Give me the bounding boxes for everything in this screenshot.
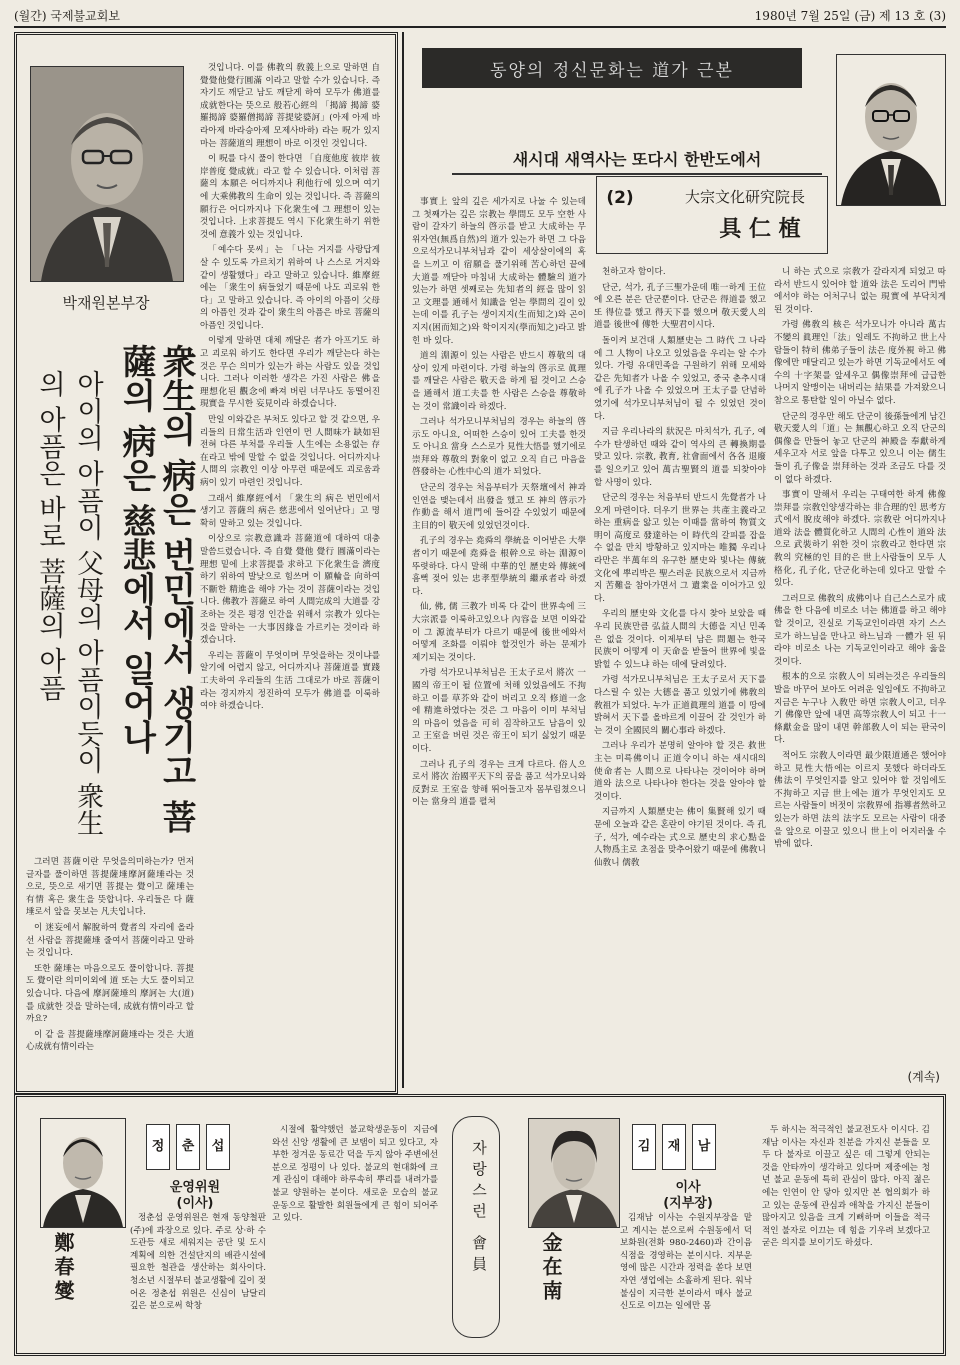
member-role-kim: 이사 <box>675 1180 701 1195</box>
left-headline-sub: 아이의 아픔이 父母의 아픔이듯이 衆生의 아픔은 바로 菩薩의 아픔 <box>34 370 103 837</box>
name-box-1: 정 <box>146 1124 170 1170</box>
right-article-column-2 <box>594 266 766 1084</box>
paragraph: 그러나 孔子의 경우는 크게 다르다. 俗人으로서 將次 治國平天下의 꿈을 품고 석가모니와 反對로 王室을 향해 뛰어들고자 몸부림쳤으니 이는 當身의 道를 펼쳐 <box>412 759 586 808</box>
member-hanja-name-kim: 金在南 <box>539 1232 563 1304</box>
paragraph: 「예수다 못씨」는 「나는 거지를 사랑답게 살 수 있도록 가르치기 위하여 나 스스로 거지와 같이 생활했다」라고 말하고 있습니다. 維摩經에는 「衆生이 病들었기 때문에 나도 괴로워 한다」고 말하고 있습니다. 즉 아이의 아픔이 父母의 아픔인 것과 같이 衆生의 아픔은 바로 菩薩의 아픔인 것입니다. <box>200 245 380 331</box>
paragraph: 그러므로 佛敎의 成佛이나 自己스스로가 成佛을 한 다음에 비로소 너는 佛道를 하고 해야 할 것이고, 진실로 기독교인이라면 자기 스스로가 하느님을 만나고 하느님과 一體가 된 뒤라야 비로소 나는 기독교인이라고 해야 옳을 것이다. <box>774 593 946 667</box>
paragraph: 그러나 석가모니부처님의 경우는 하늘의 啓示도 아니요, 어떠한 스승이 있어 工夫를 한것도 아니요 當身 스스로가 見性大悟를 했기에로 崇拜와 尊敬의 對象이 없고 오직 自己 마음을 啓發하는 心性中心의 道가 되었다. <box>412 417 586 478</box>
portrait-caption-park: 박재원본부장 <box>62 294 150 312</box>
name-box-2: 재 <box>662 1124 686 1170</box>
name-box-3: 남 <box>692 1124 716 1170</box>
paragraph: 김재남 이사는 수원지부장을 맡고 계시는 분으로써 수원동에서 덕보화원(전화 980-2460)과 간이음식점을 경영하는 분이시다. 지부운영에 많은 시간과 정력을 쏟다 보면 자연 생업에는 소홀하게 된다. 워낙 불심이 지극한 분이라서 매사 불교신도로 이끄는 일에만 몸 <box>620 1213 752 1312</box>
paragraph: 事實上 앞의 깊은 세가지로 나눌 수 있는데 그 첫째가는 깊은 宗教는 學問도 모두 空한 사람이 갈자기 하늘의 啓示를 받고 大成하는 무위자연(無爲自然)의 道가 있는가 하면 그 다음으로석가모니부처님과 같이 세상살이에의 혹을 느끼고 이 宿願을 풀기위해 苦心하던 끝에 大道를 깨닫아 마침내 大成하는 體驗의 道가 있는가 하면 셋째로는 先知者의 經을 많이 읽고 文理를 通해서 知識을 얻는 學問의 길이 있는데 이를 孔子는 생이지지(生而知之)와 곤이지지(困而知之)와 학이지지(學而知之)라고 밝힌 바 있다. <box>412 197 586 346</box>
paragraph: 이 呪를 다시 풀이 한다면 「自度他度 彼岸 彼岸普度 覺成就」라고 할 수 있습니다. 이처럼 菩薩의 本願은 어디까지나 利他行에 있으며 여기에 大乘佛教의 生命이 있는 것입니다. 즉 菩薩의 願行은 어디까지나 下化衆生에 그 理想이 있는 것입니다. 上求菩提도 역시 下化衆生하기 위한 것에 意義가 있는 것입니다. <box>200 154 380 240</box>
right-article-banner: 동양의 정신문화는 道가 근본 <box>422 48 802 88</box>
paragraph: 또한 薩埵는 마음으로도 풀이합니다. 菩提도 覺이란 의미이외에 道 또는 大도 풀이되고 있습니다. 다음에 摩訶薩埵의 摩訶는 大(道)를 成就한 것을 말하는데, 成就有情이라고 할까요? <box>26 963 194 1025</box>
member-text-kim-a <box>620 1212 752 1338</box>
member-role-sub-jung: (이사) <box>176 1196 214 1211</box>
portrait-koo-icon <box>837 55 945 205</box>
paragraph: 그러면 菩薩이란 무엇을의미하는가? 먼저 글자를 풀이하면 菩提薩埵摩訶薩埵라는 것으로, 뜻으로 새기면 菩提는 覺이고 薩埵는 有情 혹은 衆生을 뜻합니다. 우리들은 다 薩埵로서 앞을 못보는 凡夫입니다. <box>26 857 194 918</box>
member-jung-icon <box>41 1119 125 1227</box>
paragraph: 지금까지 人類歷史는 佛이 集賢해 있기 때문에 오늘과 같은 혼란이 야기된 것이다. 즉 孔子, 석가, 예수라는 式으로 歷史의 求心點을 人物爲主로 초점을 맞추어왔기 때문에 佛敎니 仙敎니 儒敎 <box>594 807 766 868</box>
paragraph: 이 같 을 菩提薩埵摩訶薩埵라는 것은 大道心成就有情이라는 <box>26 1029 194 1053</box>
author-name: 具 仁 植 <box>719 216 801 242</box>
paragraph: 단군의 경우는 처음부터 반드시 先覺者가 나오게 마련이다. 더우기 世界는 共產主義라고 하는 重病을 앓고 있는 이때를 當하여 物質文明이 高度로 發達하는 이 時代의 갈피를 잡을 수 없을 만치 방황하고 있지마는 唯獨 우리나라만은 半萬年의 유구한 歷史와 빛나는 傳統文化에 뿌리박은 聖스러운 民族으로서 지금까지 苦難을 참아가면서 그 遺業을 이어가고 있다. <box>594 493 766 604</box>
right-article-column-3 <box>774 266 946 1066</box>
right-article-subhead: 새시대 새역사는 또다시 한반도에서 <box>452 147 822 175</box>
publication-name: (월간) 국제불교회보 <box>14 8 120 23</box>
paragraph: 根本的으로 宗敎人이 되려는것은 우리들의 발을 바꾸어 보아도 어려운 일임에도 不拘하고 지금은 누구나 入敎만 하면 宗敎人이고, 더우기 佛像만 앞에 내면 高等宗敎人이 되고 十一條獻金을 많이 내면 幹部敎人이 되는 판국이다. <box>774 672 946 746</box>
paragraph: 가령 석가모니부처님은 王太子로서 天下를 다스릴 수 있는 大德을 품고 있었기에 佛敎의 敎祖가 되었다. 누가 正道眞理의 道를 이 땅에 밝혀서 天下를 올바르게 이끌어 갈 것인가 하는 것이 全國民의 關心事라 하겠다. <box>594 675 766 736</box>
member-role-sub-kim: (지부장) <box>663 1196 713 1211</box>
paragraph: 단군의 경우는 처음부터가 天祭壇에서 神과 인연을 맺는데서 出發을 했고 또 神의 啓示가 作動을 해서 道門에 들어갈 수있었기 때문에 主目的이 敬天에 있었던것이다. <box>412 483 586 531</box>
paragraph: 이렇게 말하면 대체 깨달은 者가 아프기도 하고 괴로워 하기도 한다면 우리가 깨닫는다 하는 것은 무슨 의미가 있는가 하는 사람도 있을 것입니다. 그러나 이러한 생각은 가진 사람은 佛을 理想化된 觀念에 빠져 버린 너무나도 동떨어진 現實을 무시한 妄見이라 하겠습니다. <box>200 336 380 410</box>
left-article-column-b <box>26 856 194 1084</box>
author-title: 大宗文化研究院長 <box>684 188 805 206</box>
member-text-jung-b <box>272 1124 438 1338</box>
paragraph: 우리는 菩薩이 무엇이며 무엇을하는 것이냐를 알기에 어렵지 않고, 어디까지나 菩薩道를 實踐工夫하여 우리들의 生活 그대로가 바로 菩薩이라는 경지까지 정진하여 모두가 佛道를 이룩하여야 하겠습니다. <box>200 650 380 712</box>
member-text-jung-a <box>130 1212 266 1338</box>
name-box-3: 섭 <box>206 1124 230 1170</box>
issue-date: 1980년 7월 25일 (금) 제 13 호 (3) <box>754 8 946 23</box>
paragraph: 시절에 활약했던 불교학생운동이 지금에 와선 신앙 생활에 큰 보탬이 되고 있다고, 자부한 정겨운 동료간 덕을 두지 않아 주변에선 분으로 정평이 나 있다. 불교의 현대화에 크게 관심이 대해야 하루속히 뿌리를 내려가를 불교 양원하는 분이다. 새로운 모습의 불교 운동으로 활발한 회원들에게 큰 힘이 되어주고 있다. <box>272 1125 438 1224</box>
paragraph: 천하고자 함이다. <box>602 267 666 277</box>
member-kim-icon <box>529 1119 619 1227</box>
member-photo-kim <box>528 1118 620 1228</box>
paragraph: 적어도 宗敎人이라면 最少限道通은 했어야 하고 見性大悟에는 이르지 못했다 하더라도 佛法이 무엇인지를 알고 있어야 할 것임에도 不拘하고 지금 世上에는 道가 무엇인지도 모르는 사람들이 버젓이 宗敎界에 指導者然하고 있는가 하면 法의 法字도 모르는 사람이 대중을 앞으로 이끌고 있으니 世上이 어지러울 수 밖에 없다. <box>774 750 946 850</box>
paragraph: 道의 淵源이 있는 사람은 반드시 尊敬의 대상이 있게 마련이다. 가령 하늘의 啓示로 眞理를 깨달은 사람은 敬天을 하게 될 것이고 스승을 通해서 道工夫를 한 사람은 스승을 尊敬하는 것이 常識이라 하겠다. <box>412 351 586 412</box>
portrait-photo-park <box>30 66 184 282</box>
paragraph: 두 하시는 적극적인 불교전도사 이시다. 김재남 이사는 자신과 친분을 가지신 분들을 모두 다 불자로 이끌고 싶은 데 그렇게 안되는 것을 안타까이 생각하고 있다며 제중에는 청년 불교 운동에 특히 관심이 많다. 아직 젊은에는 인연이 안 닿아 있지만 본 협의회가 하고 있는 운동에 관심과 애착을 가지신 분들이 많아지고 있음을 크게 기뻐하며 이들을 적극적인 불자로 이끄는 데 힘을 기우려 보겠다고 굳은 의지를 보이기도 하셨다. <box>762 1125 930 1249</box>
paragraph: 가령 석가모니부처님은 王太子로서 將次 一國의 帝王이 될 位置에 처해 있었음에도 不拘하고 이를 草芥와 같이 버리고 오직 修道一念에 精進하였다는 것은 그 마음이 이미 부처님의 마음이 였음을 可히 짐작하고도 남음이 있고 王室을 버린 것은 帝王이 되기 싫었기 때문이다. <box>412 668 586 754</box>
paragraph: 지금 우리나라의 狀況은 마치석가, 孔子, 예수가 탄생하던 때와 같이 역사의 큰 轉換期를 맞고 있다. 宗教, 教育, 社會面에서 各各 退廢를 일으키고 있어 萬古聖賢의 道를 되찾아야할 사명이 있다. <box>594 427 766 488</box>
member-hanja-name-jung: 鄭春燮 <box>51 1232 75 1304</box>
page-header <box>14 4 946 28</box>
paragraph: 仙, 佛, 儒 三教가 비록 다 같이 世界속에 三大宗派를 이룩하고있으나 內容을 보면 이와같이 그 源流부터가 다르기 때문에 後世에와서 어떻게 조화를 이뤄야 할것인가 하는 문제가 제기되는 것이다. <box>412 602 586 663</box>
paragraph: 그러나 우리가 분명히 알아야 할 것은 救世主는 미륵佛이니 正道令이니 하는 새시대의 使命者는 人間으로 나타나는 것이어야 하며 道와 法으로 나타나야 한다는 것을 알아야 할 것이다. <box>594 741 766 802</box>
paragraph: 우리의 歷史와 文化를 다시 찾아 보았을 때 우리 民族만큼 弘益人間의 大德을 지닌 민족은 없을 것이다. 이제부터 남은 問題는 한국 民族이 어떻게 이 天命을 받들어 世界에 빛을 밝힐 수 있느냐 하는 데에 달려있다. <box>594 609 766 670</box>
paragraph: 이 迷妄에서 解脫하여 覺者의 자리에 올라 선 사람을 菩提薩埵 줄여서 菩薩이라고 말하는 것입니다. <box>26 922 194 959</box>
paragraph: 만일 이와같은 부처도 있다고 할 것 같으면, 우리들의 日常生活과 인연이 먼 人間味가 缺如된 전혀 다른 부처를 우리들 人生에는 소용없는 存在라고 밖에 말할 수 없을 것입니다. 어디까지나 人間의 宗教인 이상 아무런 때문에도 괴로움과 病이 있기 마련인 것입니다. <box>200 415 380 488</box>
member-text-kim-b <box>762 1124 930 1338</box>
left-article-column-a <box>200 62 380 1084</box>
paragraph: 事實이 말해서 우리는 구태여한 하게 佛像崇拜를 宗敎인양생각하는 非合理的인 思考方式에서 脫皮해야 하겠다. 宗敎란 어디까지나 道와 法을 體質化하고 人間의 心性이 道와 法으로 武裝하기 위한 것이 宗敎라고 한다면 宗敎의 究極的인 目的은 世上사람들이 모두 人格化, 孔子化, 단군化하는데 있다고 말할 수 있다. <box>774 490 946 589</box>
continued-mark: (계속) <box>907 1070 940 1084</box>
paragraph: 돌이켜 보건대 人類歷史는 그 時代 그 나라에 그 人物이 나오고 있었음을 우리는 알 수가 있다. 가령 유대민족을 구원하기 위해 모세와 같은 先知者가 나올 수 있었고, 중국 춘추시대에 孔子가 나올 수 있었으며 王太子를 단념하였기에 석가모니부처님이 될 수 있었던 것이다. <box>594 335 766 422</box>
paragraph: 단군의 경우만 해도 단군이 後孫들에게 남긴 敬天愛人의「道」는 無觀心하고 오직 단군의 偶像을 만들어 놓고 단군의 神殿을 奉獻하게 세우고자 서로 앞을 다투고 있으니 이는 儒生들이 孔子像을 崇拜하는 것과 조금도 다를 것이 없다 하겠다. <box>774 411 946 485</box>
paragraph: 정춘섭 운영위원은 현재 동양철판(주)에 과장으로 있다. 주로 상·하 수도관등 새로 세워지는 공단 및 도시계획에 의한 건설단지의 배관시설에 필요한 철관을 생산하는 회사이다. 청소년 시절부터 불교생활에 깊이 젖어온 정춘섭 위원은 신심이 남달리 깊은 분으로써 학창 <box>130 1213 266 1312</box>
paragraph: 이상으로 宗教意識과 菩薩道에 대하여 대충 말씀드렸습니다. 즉 自覺 覺他 覺行 圓滿이라는 理想 밑에 上求菩提를 求하고 下化衆生을 濟度하기 위하여 발낮으로 힘쓰며 이 願輪을 向하여 不斷한 精進을 해야 가는 것이 菩薩이라는 것입니다. 佛教가 菩薩로 하여 人間完成의 大道를 강조하는 것은 평경 인간을 위해서 宗教가 있다는 것을 말하는 一大事因緣을 가르키는 것이라 하겠습니다. <box>200 534 380 646</box>
series-number: (2) <box>606 188 634 208</box>
member-role-jung: 운영위원 <box>169 1180 221 1195</box>
left-headline-main: 衆生의 病은 번민에서 생기고 菩薩의 病은 慈悲에서 일어나 <box>116 344 196 834</box>
paragraph: 니 하는 式으로 宗敎가 갈라지게 되었고 따라서 반드시 있어야 할 道와 法은 도리어 門밖에서야 하는 어처구니 없는 現實에 부닥치게 된 것이다. <box>774 267 946 315</box>
column-divider <box>402 32 404 1088</box>
paragraph: 가령 佛敎의 核은 석가모니가 아니라 萬古不變의 眞理인「法」일레도 不拘하고 世上사람들이 特히 佛弟子들이 法은 度外視 하고 佛像에만 매달리고 있는가 하면 기독교에서도 예수의 十字架를 앞세우고 偶像崇拜에 급급한 나머지 알맹이는 내버리는 結果를 가져왔으니 참으로 통탄할 일이 아닐수 없다. <box>774 320 946 406</box>
paragraph: 孔子의 경우는 堯舜의 學統을 이어받은 大學者이기 때문에 堯舜을 根幹으로 하는 淵源이 뚜렷하다. 다시 말해 中華的인 歷史와 傳統에 흠뻑 젖어 있는 忠孝型學統의 繼承者라 하겠다. <box>412 536 586 597</box>
paragraph: 단군, 석가, 孔子三聖가운데 唯一하게 王位에 오른 분은 단군뿐이다. 단군은 得道를 했고 또 得位를 했고 得天下를 했으며 敬天愛人의 道를 後世에 傳한 大聖君이시다. <box>594 282 766 331</box>
membership-label: 자랑스런 會員 <box>470 1140 488 1277</box>
paragraph: 것입니다. 이를 佛教의 敎義上으로 말하면 自覺覺他覺行圓滿 이라고 말할 수가 있습니다. 즉 자기도 깨닫고 남도 깨닫게 하여 모두가 佛道를 成就한다는 뜻으로 般若心經의 「揭諦 揭諦 婆羅揭諦 婆羅僧揭諦 菩提娑婆訶」(아제 아제 바라아제 바라승아제 모제사바하) 라는 呪가 있지마는 菩薩道의 理想이 바로 이것인 것입니다. <box>200 63 380 149</box>
right-article-column-1 <box>412 196 586 1084</box>
member-photo-jung <box>40 1118 126 1228</box>
portrait-park-icon <box>31 67 183 281</box>
name-box-2: 춘 <box>176 1124 200 1170</box>
name-box-1: 김 <box>632 1124 656 1170</box>
paragraph: 그래서 維摩經에서 「衆生의 病은 번민에서 생기고 菩薩의 病은 慈悲에서 일어난다」고 명확히 말하고 있는 것입니다. <box>200 493 380 529</box>
portrait-photo-koo <box>836 54 946 206</box>
